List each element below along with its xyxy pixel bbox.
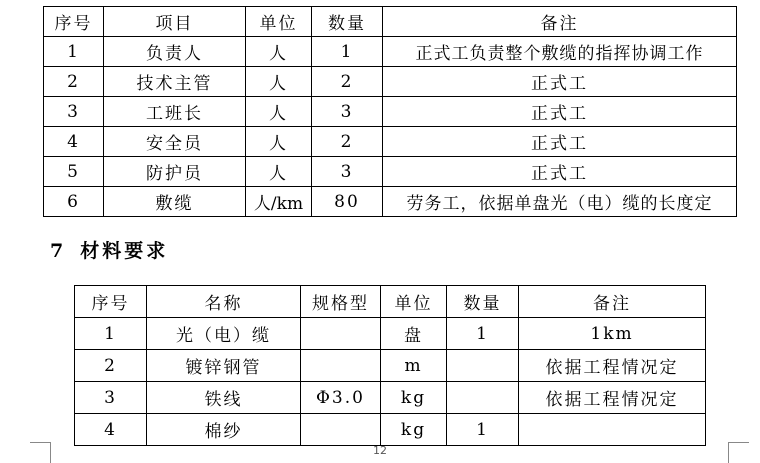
table-cell: 敷缆 <box>104 187 246 217</box>
table-cell: 技术主管 <box>104 67 246 97</box>
page-number: 12 <box>373 444 387 457</box>
section-title: 材料要求 <box>80 240 169 262</box>
table-cell: m <box>381 350 447 382</box>
table-cell: 劳务工，依据单盘光（电）缆的长度定 <box>383 187 737 217</box>
table-cell: 5 <box>44 157 104 187</box>
header-cell: 数量 <box>312 7 383 37</box>
table-row <box>44 157 737 187</box>
table-cell: 2 <box>312 127 383 157</box>
table-cell: 人/km <box>246 187 312 217</box>
table-cell <box>301 318 381 350</box>
header-cell: 序号 <box>75 286 147 318</box>
table-cell: 人 <box>246 127 312 157</box>
table-cell: 正式工 <box>383 67 737 97</box>
table-cell: 负责人 <box>104 37 246 67</box>
table-cell: 安全员 <box>104 127 246 157</box>
table-cell: 3 <box>75 382 147 414</box>
table-cell: 依据工程情况定 <box>519 382 706 414</box>
header-cell: 备注 <box>383 7 737 37</box>
table-row <box>44 37 737 67</box>
table-cell: 正式工 <box>383 97 737 127</box>
table-cell: 防护员 <box>104 157 246 187</box>
table-cell: 1 <box>75 318 147 350</box>
table-cell: 人 <box>246 67 312 97</box>
header-cell: 备注 <box>519 286 706 318</box>
table-header-row <box>44 7 737 37</box>
table-cell: 3 <box>44 97 104 127</box>
table-cell <box>301 414 381 446</box>
table-cell <box>519 414 706 446</box>
table-header-row <box>75 286 706 318</box>
header-cell: 单位 <box>246 7 312 37</box>
table-row <box>75 382 706 414</box>
table-cell: 1 <box>447 318 519 350</box>
table-cell: 工班长 <box>104 97 246 127</box>
table-cell: 4 <box>44 127 104 157</box>
table-row <box>75 350 706 382</box>
table-row <box>44 67 737 97</box>
table-cell: 人 <box>246 97 312 127</box>
table-cell: 2 <box>44 67 104 97</box>
table-cell: 3 <box>312 97 383 127</box>
header-cell: 序号 <box>44 7 104 37</box>
table-cell: 1km <box>519 318 706 350</box>
table-cell: 人 <box>246 37 312 67</box>
table-cell: 棉纱 <box>147 414 301 446</box>
table-cell: 1 <box>44 37 104 67</box>
table-cell: 正式工负责整个敷缆的指挥协调工作 <box>383 37 737 67</box>
table-cell: 2 <box>75 350 147 382</box>
table-cell: 1 <box>447 414 519 446</box>
table-cell <box>447 350 519 382</box>
header-cell: 规格型 <box>301 286 381 318</box>
header-cell: 名称 <box>147 286 301 318</box>
staff-table <box>43 6 737 217</box>
table-row <box>44 97 737 127</box>
table-cell: 6 <box>44 187 104 217</box>
table-cell: kg <box>381 382 447 414</box>
table-cell: 铁线 <box>147 382 301 414</box>
header-cell: 项目 <box>104 7 246 37</box>
table-cell: 2 <box>312 67 383 97</box>
table-cell: kg <box>381 414 447 446</box>
table-cell: Φ3.0 <box>301 382 381 414</box>
table-cell: 光（电）缆 <box>147 318 301 350</box>
table-cell <box>447 382 519 414</box>
material-table <box>74 285 706 446</box>
section-heading <box>50 236 168 263</box>
table-row <box>75 318 706 350</box>
table-cell: 镀锌钢管 <box>147 350 301 382</box>
table-cell: 正式工 <box>383 157 737 187</box>
header-cell: 单位 <box>381 286 447 318</box>
table-cell: 1 <box>312 37 383 67</box>
table-cell: 依据工程情况定 <box>519 350 706 382</box>
table-row <box>75 414 706 446</box>
table-cell: 正式工 <box>383 127 737 157</box>
header-cell: 数量 <box>447 286 519 318</box>
table-cell: 80 <box>312 187 383 217</box>
table-cell: 盘 <box>381 318 447 350</box>
crop-mark-right <box>728 442 749 463</box>
table-cell: 3 <box>312 157 383 187</box>
table-cell <box>301 350 381 382</box>
section-number: 7 <box>50 240 67 262</box>
table-row <box>44 127 737 157</box>
table-row <box>44 187 737 217</box>
table-cell: 人 <box>246 157 312 187</box>
table-cell: 4 <box>75 414 147 446</box>
